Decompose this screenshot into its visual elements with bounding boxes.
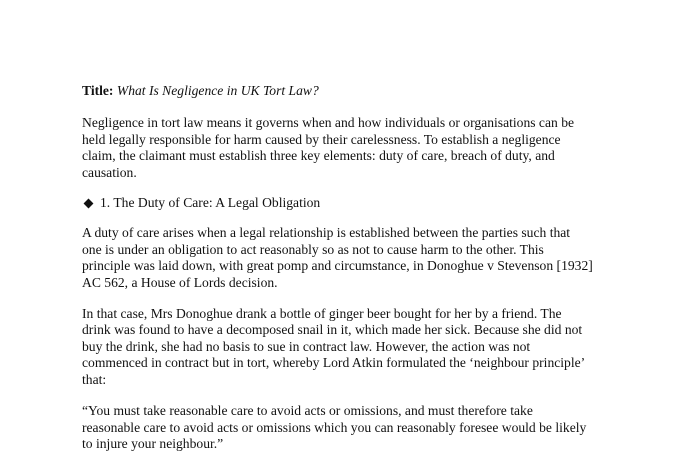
document-page bbox=[82, 83, 602, 452]
neighbour-principle-quote bbox=[82, 403, 602, 452]
title-value: What Is Negligence in UK Tort Law? bbox=[116, 83, 319, 98]
section-heading-text: 1. The Duty of Care: A Legal Obligation bbox=[100, 195, 321, 211]
donoghue-case-paragraph bbox=[82, 306, 602, 388]
diamond-bullet-icon bbox=[84, 198, 94, 208]
paragraph-line: that: bbox=[82, 371, 107, 387]
document-title bbox=[82, 83, 602, 99]
quote-line: “You must take reasonable care to avoid acts or omissions, and must therefore take bbox=[82, 403, 533, 419]
intro-paragraph bbox=[82, 115, 602, 181]
quote-line: reasonable care to avoid acts or omissions which you can reasonably foresee would be likely bbox=[82, 419, 587, 435]
intro-line: claim, the claimant must establish three key elements: duty of care, breach of duty, and bbox=[82, 148, 555, 164]
section-heading-duty-of-care bbox=[82, 195, 602, 211]
paragraph-line: drink was found to have a decomposed snail in it, which made her sick. Because she did not bbox=[82, 322, 583, 338]
paragraph-line: A duty of care arises when a legal relationship is established between the parties such that bbox=[82, 225, 571, 241]
paragraph-line: commenced in contract but in tort, whereby Lord Atkin formulated the ‘neighbour principle’ bbox=[82, 355, 586, 371]
title-label: Title: bbox=[82, 83, 114, 98]
paragraph-line: one is under an obligation to act reasonably so as not to cause harm to the other. This bbox=[82, 241, 544, 257]
paragraph-line: principle was laid down, with great pomp and circumstance, in Donoghue v Stevenson [1932] bbox=[82, 258, 593, 274]
intro-line: held legally responsible for harm caused by their carelessness. To establish a negligence bbox=[82, 131, 561, 147]
intro-line: causation. bbox=[82, 164, 137, 180]
paragraph-line: In that case, Mrs Donoghue drank a bottle of ginger beer bought for her by a friend. The bbox=[82, 306, 562, 322]
intro-line: Negligence in tort law means it governs when and how individuals or organisations can be bbox=[82, 115, 575, 131]
duty-of-care-paragraph bbox=[82, 225, 602, 291]
paragraph-line: buy the drink, she had no basis to sue in contract law. However, the action was not bbox=[82, 338, 531, 354]
paragraph-line: AC 562, a House of Lords decision. bbox=[82, 274, 278, 290]
quote-line: to injure your neighbour.” bbox=[82, 435, 224, 451]
